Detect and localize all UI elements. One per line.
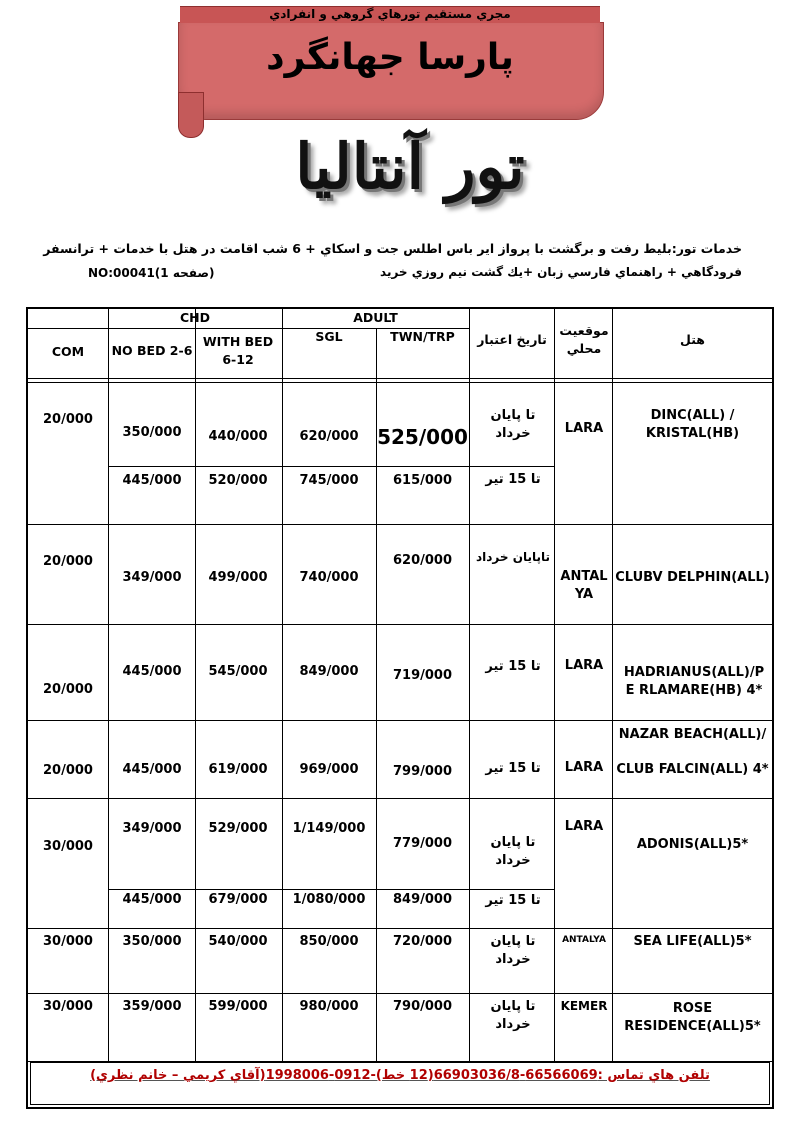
row5-nobed-1: 349/000 <box>122 821 182 836</box>
row7-nobed: 359/000 <box>122 999 182 1014</box>
agency-tagline: مجري مستقيم تورهاي گروهي و انفرادي <box>269 7 511 21</box>
row7-com: 30/000 <box>43 999 93 1014</box>
row7-location: KEMER <box>560 999 608 1013</box>
contact-phones: تلفن هاي تماس :66566069-66903036/8(12 خط)-0912-1998006(آقاي كريمي – خانم نظري) <box>90 1068 710 1083</box>
row5-location: LARA <box>564 819 604 834</box>
row1-sgl-1: 620/000 <box>299 429 359 444</box>
row7-hotel: ROSE RESIDENCE(ALL)5* <box>624 1001 761 1034</box>
page-number: NO:00041(صفحه 1) <box>88 266 215 280</box>
header-chd: CHD <box>179 309 210 325</box>
header-with-bed <box>196 329 280 373</box>
row4-withbed: 619/000 <box>208 762 268 777</box>
row5-twn-2: 849/000 <box>392 892 453 907</box>
row3-nobed: 445/000 <box>122 664 182 679</box>
row1-sgl-2: 745/000 <box>299 473 359 488</box>
row2-com: 20/000 <box>43 554 93 569</box>
row7-sgl: 980/000 <box>299 999 359 1014</box>
row4-hotel-line-1: NAZAR BEACH(ALL)/ <box>618 727 767 742</box>
row6-hotel: SEA LIFE(ALL)5* <box>633 934 752 949</box>
row1-com: 20/000 <box>43 412 93 427</box>
row3-twn: 719/000 <box>392 668 453 683</box>
row2-withbed: 499/000 <box>208 570 268 585</box>
row6-nobed: 350/000 <box>122 934 182 949</box>
services-line-2: فرودگاهي + راهنماي فارسي زبان +يك گشت نيم روزي خريد <box>380 265 742 279</box>
row1-validity-2: تا 15 تير <box>485 472 541 487</box>
row2-sgl: 740/000 <box>299 570 359 585</box>
header-with-bed-label: WITH BED 6-12 <box>202 334 274 367</box>
tour-title: تور آنتاليا <box>295 130 525 203</box>
row1-validity-1: تا پايان خرداد <box>490 408 536 441</box>
row4-hotel-line-2: CLUB FALCIN(ALL) 4* <box>616 762 769 777</box>
header-location: موقعيت محلي <box>559 323 609 356</box>
row6-location: ANTALYA <box>562 935 606 945</box>
row5-withbed-2: 679/000 <box>208 892 268 907</box>
row6-com: 30/000 <box>43 934 93 949</box>
row6-sgl: 850/000 <box>299 934 359 949</box>
row1-withbed-2: 520/000 <box>208 473 268 488</box>
row5-validity-1: تا پايان خرداد <box>490 835 536 868</box>
row4-nobed: 445/000 <box>122 762 182 777</box>
header-no-bed <box>110 329 194 373</box>
header-twn: TWN/TRP <box>390 329 455 344</box>
row5-withbed-1: 529/000 <box>208 821 268 836</box>
row2-twn: 620/000 <box>392 553 453 568</box>
header-hotel: هتل <box>680 332 705 347</box>
row5-sgl-1: 1/149/000 <box>292 821 366 836</box>
row6-withbed: 540/000 <box>208 934 268 949</box>
row3-location: LARA <box>564 658 604 673</box>
row2-location: ANTAL YA <box>560 569 608 602</box>
row5-com: 30/000 <box>43 839 93 854</box>
row2-hotel: CLUBV DELPHIN(ALL) <box>615 570 770 585</box>
header-sgl: SGL <box>315 329 343 344</box>
row2-validity: تاپايان خرداد <box>476 550 550 564</box>
row3-com: 20/000 <box>43 682 93 697</box>
row1-withbed-1: 440/000 <box>208 429 268 444</box>
row3-hotel: HADRIANUS(ALL)/PE RLAMARE(HB) 4* <box>623 665 765 698</box>
row4-sgl: 969/000 <box>299 762 359 777</box>
row7-validity: تا پايان خرداد <box>490 999 536 1032</box>
services-line-1: خدمات تور:بليط رفت و برگشت با پرواز اير باس اطلس جت و اسكاي + 6 شب اقامت در هتل با خدمات + ترانسفر <box>43 241 742 256</box>
row1-hotel: DINC(ALL) / KRISTAL(HB) <box>645 408 740 441</box>
row5-twn-1: 779/000 <box>392 836 453 851</box>
row6-twn: 720/000 <box>392 934 453 949</box>
row3-withbed: 545/000 <box>208 664 268 679</box>
row3-sgl: 849/000 <box>299 664 359 679</box>
row1-nobed-2: 445/000 <box>122 473 182 488</box>
row4-twn: 799/000 <box>392 764 453 779</box>
row4-location: LARA <box>564 760 604 775</box>
row1-twn-1: 525/000 <box>377 425 468 449</box>
row5-validity-2: تا 15 تير <box>485 893 541 908</box>
row1-twn-2: 615/000 <box>392 473 453 488</box>
row4-validity: تا 15 تير <box>485 761 541 776</box>
row6-validity: تا پايان خرداد <box>490 934 536 967</box>
row5-hotel: ADONIS(ALL)5* <box>636 837 749 852</box>
row4-com: 20/000 <box>43 763 93 778</box>
row5-nobed-2: 445/000 <box>122 892 182 907</box>
row2-nobed: 349/000 <box>122 570 182 585</box>
row5-sgl-2: 1/080/000 <box>292 892 366 907</box>
header-com: COM <box>51 344 85 359</box>
header-validity: تاريخ اعتبار <box>477 332 547 347</box>
header-adult: ADULT <box>353 309 398 325</box>
header-no-bed-label: NO BED 2-6 <box>111 343 193 358</box>
row7-twn: 790/000 <box>392 999 453 1014</box>
row7-withbed: 599/000 <box>208 999 268 1014</box>
row3-validity: تا 15 تير <box>485 659 541 674</box>
row1-nobed-1: 350/000 <box>122 425 182 440</box>
row1-location: LARA <box>564 421 604 436</box>
agency-name: پارسا جهانگرد <box>266 37 514 78</box>
